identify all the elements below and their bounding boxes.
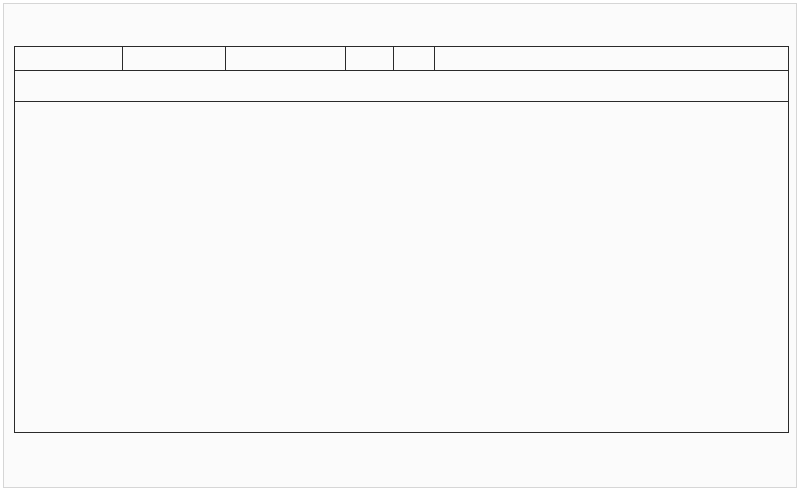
table-bottom-line [14, 432, 789, 433]
